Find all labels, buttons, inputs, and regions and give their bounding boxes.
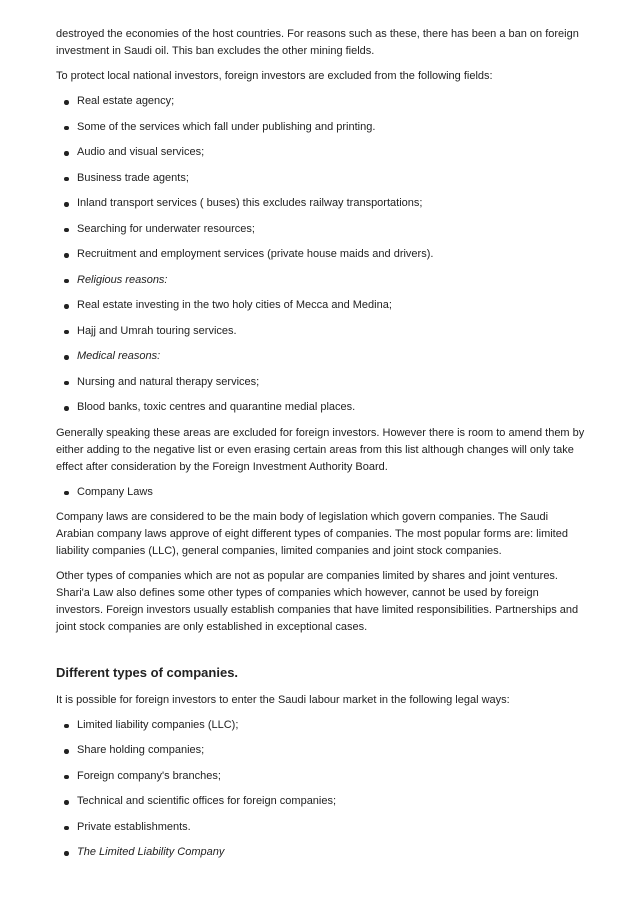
bullet-icon xyxy=(64,304,69,309)
list-item xyxy=(56,742,586,759)
bullet-icon xyxy=(64,202,69,207)
company-laws-list xyxy=(56,484,586,501)
list-item xyxy=(56,717,586,734)
list-item xyxy=(56,170,586,187)
bullet-icon xyxy=(64,406,69,411)
intro-paragraph: destroyed the economies of the host countries. For reasons such as these, there has been a ban on foreign investment in Saudi oil. This ban excludes the other mining fields. xyxy=(56,28,579,57)
bullet-icon xyxy=(64,228,69,233)
bullet-icon xyxy=(64,851,69,856)
list-item xyxy=(56,399,586,416)
list-item-text: Medical reasons: xyxy=(77,350,161,362)
list-item-text: Searching for underwater resources; xyxy=(77,222,255,235)
list-item-text: Religious reasons: xyxy=(77,273,168,286)
list-item-text: Share holding companies; xyxy=(77,744,205,756)
bullet-icon xyxy=(64,724,69,729)
list-item xyxy=(56,221,586,238)
list-item xyxy=(56,195,586,212)
list-item-text: Limited liability companies (LLC); xyxy=(77,718,239,731)
bullet-icon xyxy=(64,381,69,386)
list-item xyxy=(56,768,586,785)
list-item-text: Hajj and Umrah touring services. xyxy=(77,324,237,337)
list-item xyxy=(56,793,586,810)
bullet-icon xyxy=(64,826,69,831)
bullet-icon xyxy=(64,775,69,780)
list-item-text: Foreign company's branches; xyxy=(77,769,221,782)
list-item xyxy=(56,323,586,340)
bullet-icon xyxy=(64,151,69,156)
bullet-icon xyxy=(64,100,69,105)
bullet-icon xyxy=(64,330,69,335)
protect-paragraph: To protect local national investors, foreign investors are excluded from the following fields: xyxy=(56,70,493,82)
list-item xyxy=(56,246,586,263)
list-item-text: Recruitment and employment services (private house maids and drivers). xyxy=(77,248,434,260)
list-item-text: Real estate investing in the two holy cities of Mecca and Medina; xyxy=(77,299,392,311)
bullet-icon xyxy=(64,253,69,258)
list-item-text: Company Laws xyxy=(77,485,153,498)
list-item-text: Blood banks, toxic centres and quarantine medial places. xyxy=(77,401,356,413)
list-item-text: The Limited Liability Company xyxy=(77,846,225,858)
list-item-text: Real estate agency; xyxy=(77,95,175,107)
list-item-text: Nursing and natural therapy services; xyxy=(77,375,260,388)
list-item-text: Private establishments. xyxy=(77,820,191,833)
list-item xyxy=(56,484,586,501)
document-body xyxy=(56,26,586,870)
bullet-icon xyxy=(64,355,69,360)
bullet-icon xyxy=(64,800,69,805)
other-types-paragraph: Other types of companies which are not as popular are companies limited by shares and joint ventures. Shari'a Law also defines some other types of companies which however, cannot be used by foreign investors. Foreign investors usually establish companies that have limited responsibilities. Partnerships and joint stock companies are only established in exceptional cases. xyxy=(56,569,579,633)
list-item xyxy=(56,374,586,391)
excluded-fields-list xyxy=(56,93,586,416)
bullet-icon xyxy=(64,491,69,496)
list-item xyxy=(56,93,586,110)
list-item-text: Some of the services which fall under publishing and printing. xyxy=(77,120,376,133)
list-item-text: Audio and visual services; xyxy=(77,146,205,158)
company-laws-paragraph: Company laws are considered to be the main body of legislation which govern companies. The Saudi Arabian company laws approve of eight different types of companies. The most popular forms are: limited liability companies (LLC), general companies, limited companies and joint stock companies. xyxy=(56,510,568,557)
list-item xyxy=(56,844,586,861)
list-item-text: Business trade agents; xyxy=(77,171,189,184)
generally-paragraph: Generally speaking these areas are excluded for foreign investors. However there is room to amend them by either adding to the negative list or even erasing certain areas from this list although changes will only take effect after consideration by the Foreign Investment Authority Board. xyxy=(56,426,585,473)
bullet-icon xyxy=(64,177,69,182)
list-item-text: Inland transport services ( buses) this excludes railway transportations; xyxy=(77,197,423,209)
legal-ways-paragraph: It is possible for foreign investors to enter the Saudi labour market in the following legal ways: xyxy=(56,693,510,706)
bullet-icon xyxy=(64,279,69,284)
list-item xyxy=(56,819,586,836)
list-item xyxy=(56,297,586,314)
bullet-icon xyxy=(64,126,69,131)
bullet-icon xyxy=(64,749,69,754)
list-item xyxy=(56,272,586,289)
list-item-text: Technical and scientific offices for foreign companies; xyxy=(77,795,337,807)
list-item xyxy=(56,348,586,365)
section-heading: Different types of companies. xyxy=(56,664,239,680)
list-item xyxy=(56,119,586,136)
list-item xyxy=(56,144,586,161)
legal-ways-list xyxy=(56,717,586,862)
